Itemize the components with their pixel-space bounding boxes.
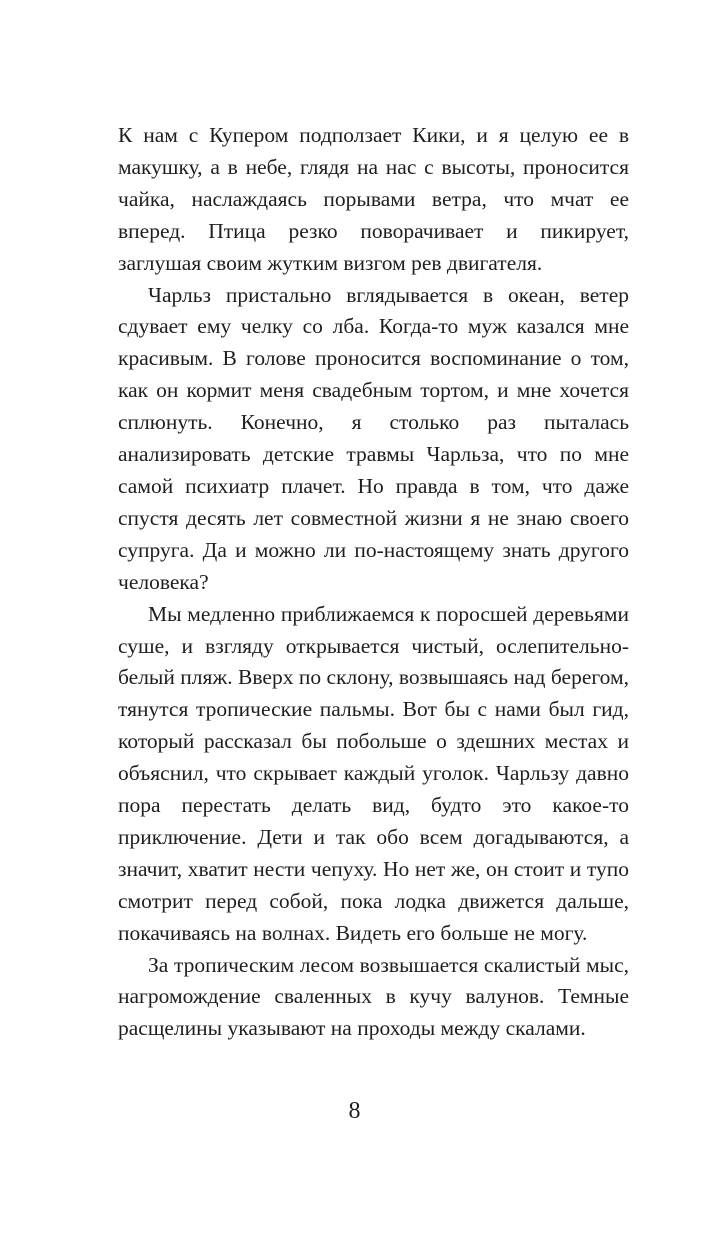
paragraph-1: К нам с Купером подползает Кики, и я целую ее в макушку, а в небе, глядя на нас с высоты, проносится чайка, наслаждаясь порывами ветра, что мчат ее вперед. Птица резко поворачивает и пикирует, заглушая своим жутким визгом рев двигателя. [118,123,629,275]
page-number: 8 [348,1098,361,1124]
paragraph-2: Чарльз пристально вглядывается в океан, ветер сдувает ему челку со лба. Когда-то муж казался мне красивым. В голове проносится воспоминание о том, как он кормит меня свадебным тортом, и мне хочется сплюнуть. Конечно, я столько раз пыталась анализировать детские травмы Чарльза, что по мне самой психиатр плачет. Но правда в том, что даже спустя десять лет совместной жизни я не знаю своего супруга. Да и можно ли по-настоящему знать другого человека? [118,282,629,594]
paragraph-3: Мы медленно приближаемся к поросшей деревьями суше, и взгляду открывается чистый, ослепительно-белый пляж. Вверх по склону, возвышаясь над берегом, тянутся тропические пальмы. Вот бы с нами был гид, который рассказал бы побольше о здешних местах и объяснил, что скрывает каждый уголок. Чарльзу давно пора перестать делать вид, будто это какое-то приключение. Дети и так обо всем догадываются, а значит, хватит нести чепуху. Но нет же, он стоит и тупо смотрит перед собой, пока лодка движется дальше, покачиваясь на волнах. Видеть его больше не могу. [118,601,629,945]
page-body [118,120,629,1045]
paragraph-4: За тропическим лесом возвышается скалистый мыс, нагромождение сваленных в кучу валунов. Темные расщелины указывают на проходы между скалами. [118,952,629,1041]
